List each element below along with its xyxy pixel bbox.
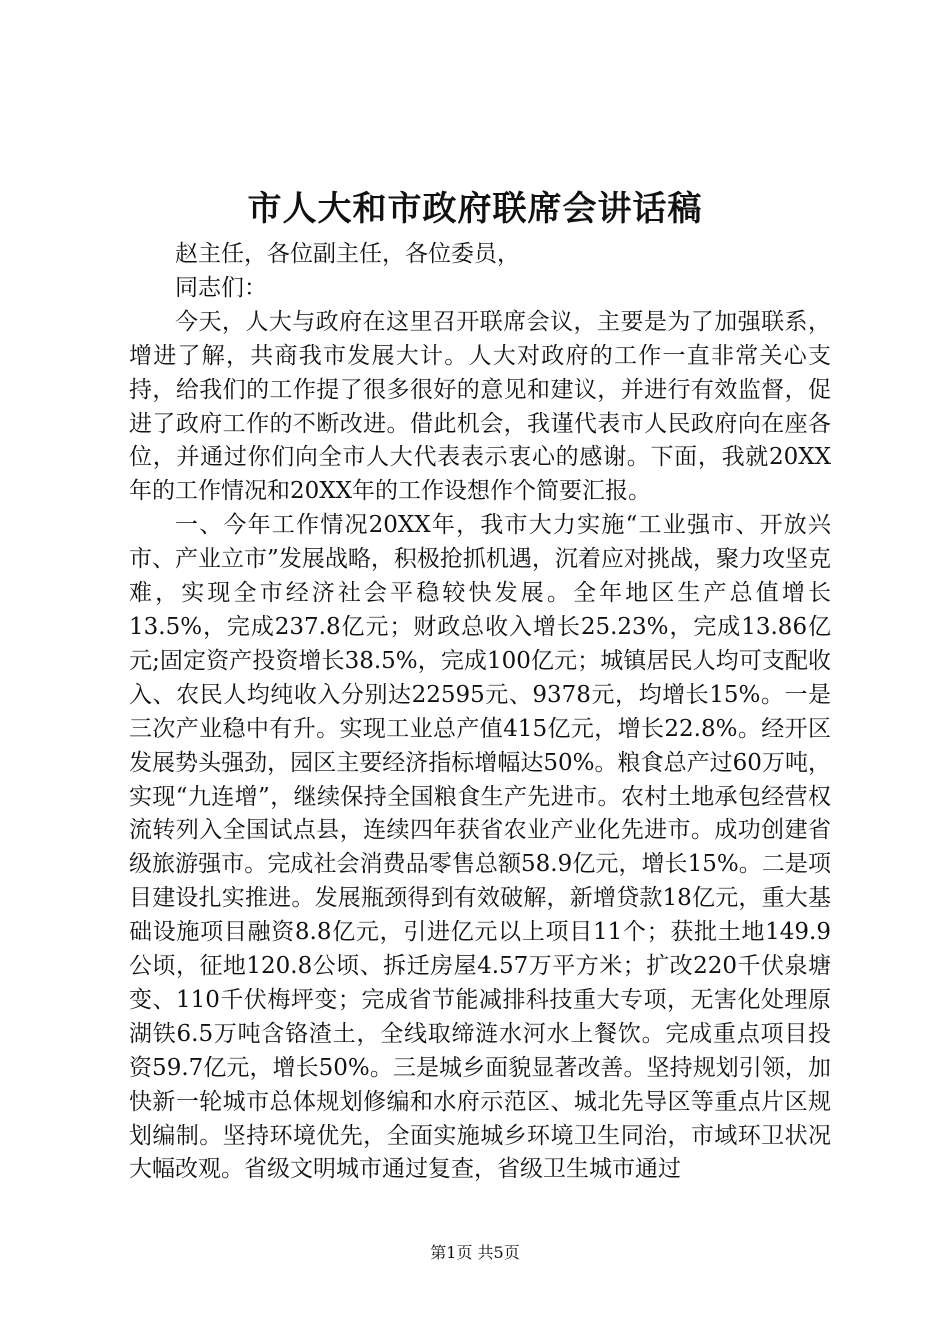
document-title: 市人大和市政府联席会讲话稿 (247, 189, 703, 229)
salutation-line: 同志们： (175, 274, 267, 301)
body-paragraph: 一、今年工作情况20XX年，我市大力实施“工业强市、开放兴市、产业立市”发展战略，积极抢抓机遇，沉着应对挑战，聚力攻坚克难，实现全市经济社会平稳较快发展。全年地区生产总值增长13.5%，完成237.8亿元；财政总收入增长25.23%，完成13.86亿元;固定资产投资增长38.5%，完成100亿元；城镇居民人均可支配收入、农民人均纯收入分别达22595元、9378元，均增长15%。一是三次产业稳中有升。实现工业总产值415亿元，增长22.8%。经开区发展势头强劲，园区主要经济指标增幅达50%。粮食总产过60万吨，实现“九连增”，继续保持全国粮食生产先进市。农村土地承包经营权流转列入全国试点县，连续四年获省农业产业化先进市。成功创建省级旅游强市。完成社会消费品零售总额58.9亿元，增长15%。二是项目建设扎实推进。发展瓶颈得到有效破解，新增贷款18亿元，重大基础设施项目融资8.8亿元，引进亿元以上项目11个；获批土地149.9公顷，征地120.8公顷、拆迁房屋4.57万平方米；扩改220千伏泉塘变、110千伏梅坪变；完成省节能减排科技重大专项，无害化处理原湖铁6.5万吨含铬渣土，全线取缔涟水河水上餐饮。完成重点项目投资59.7亿元，增长50%。三是城乡面貌显著改善。坚持规划引领，加快新一轮城市总体规划修编和水府示范区、城北先导区等重点片区规划编制。坚持环境优先，全面实施城乡环境卫生同治，市域环卫状况大幅改观。省级文明城市通过复查，省级卫生城市通过 (129, 512, 831, 1183)
body-paragraph: 今天，人大与政府在这里召开联席会议，主要是为了加强联系，增进了解，共商我市发展大计。人大对政府的工作一直非常关心支持，给我们的工作提了很多很好的意见和建议，并进行有效监督，促进了政府工作的不断改进。借此机会，我谨代表市人民政府向在座各位，并通过你们向全市人大代表表示衷心的感谢。下面，我就20XX年的工作情况和20XX年的工作设想作个简要汇报。 (129, 308, 831, 505)
page-number: 第1页 共5页 (430, 1243, 520, 1262)
document-body (129, 238, 831, 1187)
salutation-line: 赵主任，各位副主任，各位委员， (175, 241, 520, 267)
